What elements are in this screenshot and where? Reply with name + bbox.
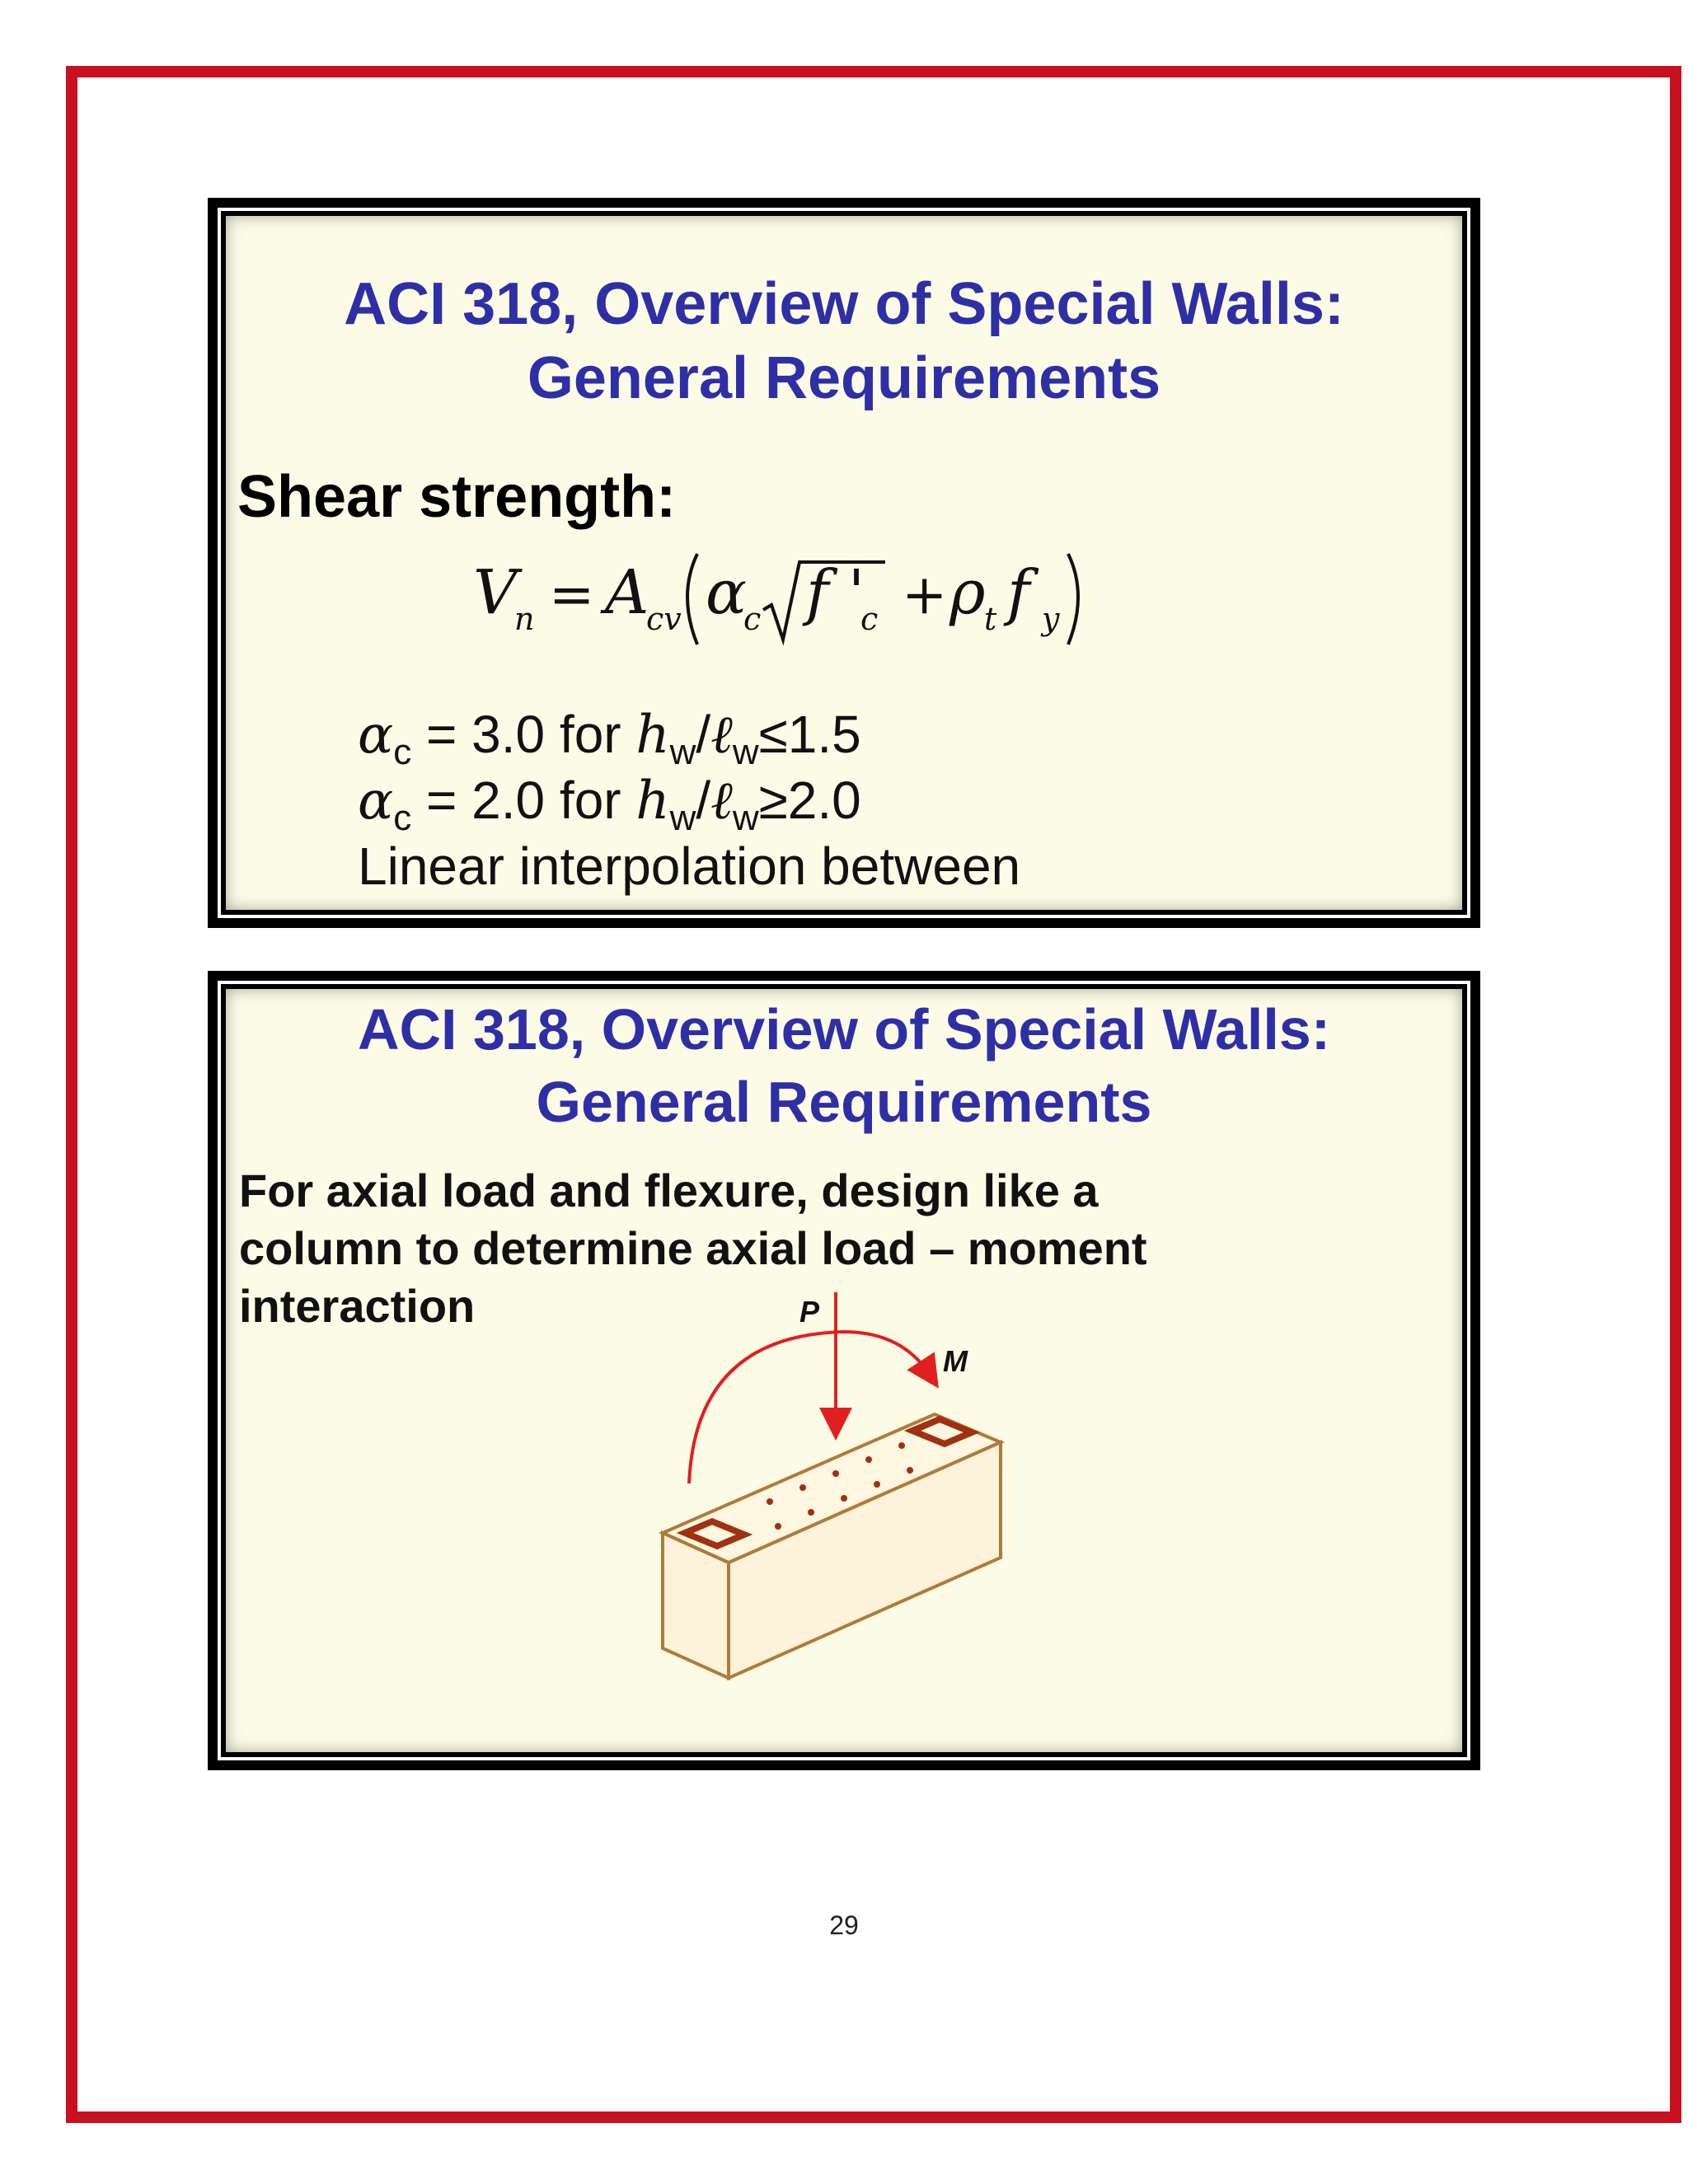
slide-title-line1: ACI 318, Overview of Special Walls:	[357, 997, 1331, 1062]
slide-title-line2: General Requirements	[536, 1069, 1152, 1134]
formula-A: A	[605, 557, 649, 628]
slide-face	[226, 989, 1462, 1752]
formula-sub-t: t	[984, 601, 997, 637]
slide-title	[226, 994, 1462, 1138]
formula-sub-n: n	[514, 601, 535, 637]
load-label-P: P	[799, 1295, 820, 1329]
alpha-condition-1: $\alpha_c = 3.0$ for $h_w/\ell_w\le 1.5$	[358, 705, 861, 772]
slide-face	[226, 216, 1462, 910]
formula-rho: ρ	[950, 557, 986, 628]
slide-title-line2: General Requirements	[527, 345, 1161, 411]
slide-shear-strength	[208, 198, 1480, 928]
slide-title-line1: ACI 318, Overview of Special Walls:	[344, 271, 1344, 337]
slide-axial-flexure	[208, 971, 1480, 1770]
formula-alpha: α	[706, 557, 747, 628]
page-number: 29	[829, 1910, 859, 1940]
formula-right-paren	[1068, 554, 1078, 644]
formula-equals: =	[549, 563, 595, 626]
interpolation-note: Linear interpolation between	[358, 837, 1021, 896]
shear-strength-heading: Shear strength:	[237, 464, 677, 530]
moment-label-M: M	[943, 1344, 968, 1378]
formula-sub-c2: c	[860, 601, 879, 637]
slide-title	[226, 267, 1462, 415]
formula-V: V	[473, 557, 518, 628]
formula-sub-c: c	[743, 601, 762, 637]
wall-diagram	[638, 1286, 1100, 1714]
alpha-condition-2: $\alpha_c = 2.0$ for $h_w/\ell_w\ge 2.0$	[358, 771, 861, 838]
axial-flexure-text: For axial load and flexure, design like a column to determine axial load – moment interaction	[239, 1165, 1147, 1332]
formula-left-paren	[687, 554, 697, 644]
formula-sub-y: y	[1042, 601, 1060, 637]
formula-plus: +	[902, 563, 948, 626]
formula-f-prime: f '	[806, 557, 865, 628]
shear-strength-formula	[473, 537, 1215, 661]
formula-f: f	[1007, 557, 1030, 628]
formula-sub-cv: cv	[646, 601, 682, 637]
